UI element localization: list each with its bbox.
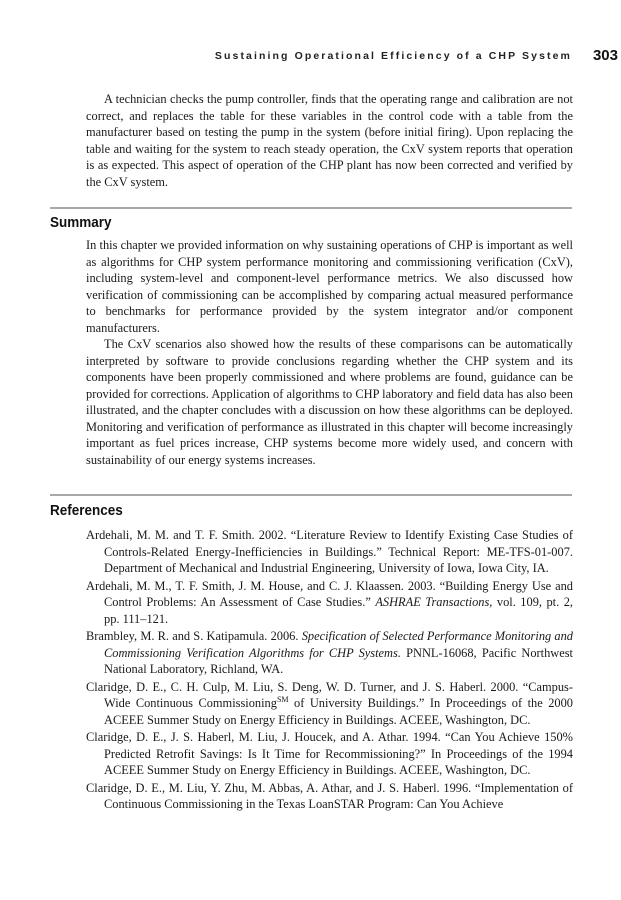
- summary-paragraph: The CxV scenarios also showed how the results of these comparisons can be automatically interpreted by software to provide conclusions regarding whether the CHP system and its components have been properly commissioned and where problems are found, guidance can be provided for corrections. Application of algorithms to CHP laboratory and field data has also been illustrated, and the chapter concludes with a discussion on how these algorithms can be deployed. Monitoring and verification of performance as illustrated in this chapter will become increasingly important as fuel prices increase, CHP systems become more widely used, and concern with sustainability of our energy systems increases.: [86, 337, 573, 467]
- summary-heading: Summary: [50, 214, 112, 231]
- references-heading: References: [50, 502, 123, 519]
- service-mark: SM: [276, 694, 289, 704]
- summary-divider: [50, 207, 572, 209]
- reference-entry: Ardehali, M. M. and T. F. Smith. 2002. “Literature Review to Identify Existing Case Studies of Controls-Related Energy-Inefficiencies in Buildings.” Technical Report: ME-TFS-01-007. Department of Mechanical and Industrial Engineering, University of Iowa, Iowa City, IA.: [86, 528, 573, 575]
- reference-entry: Claridge, D. E., C. H. Culp, M. Liu, S. Deng, W. D. Turner, and J. S. Haberl. 2000. “Campus-Wide Continuous Commissioning℠ of University Buildings.” In Proceedings of the 2000 ACEEE Summer Study on Energy Efficiency in Buildings. ACEEE, Washington, DC.: [86, 679, 573, 727]
- reference-entry: Claridge, D. E., M. Liu, Y. Zhu, M. Abbas, A. Athar, and J. S. Haberl. 1996. “Implementation of Continuous Commissioning in the Texas LoanSTAR Program: Can You Achieve: [86, 780, 573, 811]
- intro-section: [86, 91, 573, 190]
- reference-entry: Claridge, D. E., J. S. Haberl, M. Liu, J. Houcek, and A. Athar. 1994. “Can You Achieve 150% Predicted Retrofit Savings: Is It Time for Recommissioning?” In Proceedings of the 1994 ACEEE Summer Study on Energy Efficiency in Buildings. ACEEE, Washington, DC.: [86, 730, 573, 777]
- summary-body: [86, 237, 573, 468]
- references-divider: [50, 494, 572, 496]
- page-number: 303: [592, 47, 618, 64]
- reference-entry: Ardehali, M. M., T. F. Smith, J. M. House, and C. J. Klaassen. 2003. “Building Energy Use and Control Problems: An Assessment of Case Studies.” ASHRAE Transactions, vol. 109, pt. 2, pp. 111–121.: [86, 578, 574, 626]
- reference-list: [86, 527, 573, 814]
- reference-entry: Brambley, M. R. and S. Katipamula. 2006. Specification of Selected Performance Monitoring and Commissioning Verification Algorithms for CHP Systems. PNNL-16068, Pacific Northwest National Laboratory, Richland, WA.: [86, 629, 574, 676]
- summary-paragraph: In this chapter we provided information on why sustaining operations of CHP is important as well as algorithms for CHP system performance monitoring and commissioning verification (CxV), including system-level and component-level performance metrics. We also discussed how verification of commissioning can be accomplished by comparing actual measured performance to benchmarks for performance provided by the system integrator and/or component manufacturers.: [86, 238, 573, 335]
- running-head-title: Sustaining Operational Efficiency of a CHP System: [214, 50, 572, 62]
- intro-paragraph: A technician checks the pump controller, finds that the operating range and calibration are not correct, and replaces the table for these variables in the control code with a table from the manufacturer based on testing the pump in the system (before initial firing). Upon replacing the table and waiting for the system to reach steady operation, the CxV system reports that operation is as expected. This aspect of operation of the CHP plant has now been corrected and verified by the CxV system.: [86, 92, 573, 189]
